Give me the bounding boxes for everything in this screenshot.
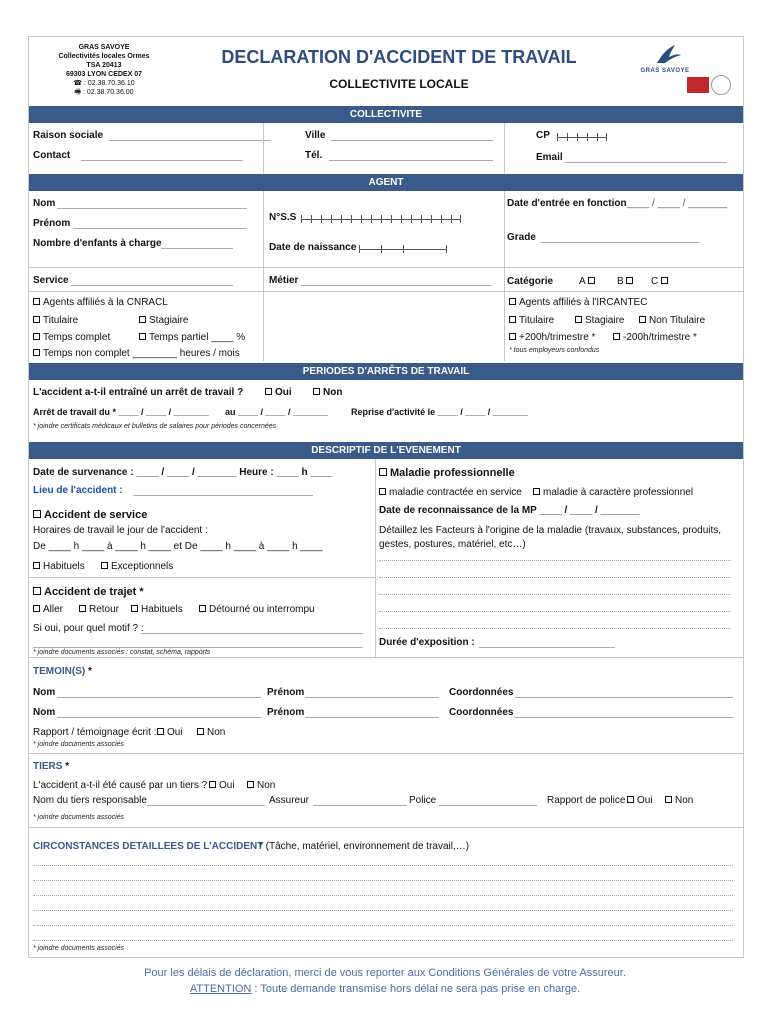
assureur-label: Assureur [269,795,310,806]
horaires-label: Horaires de travail le jour de l'accident : [33,525,208,536]
checkbox-icon [379,468,387,476]
habituels-label: Habituels [43,561,85,572]
circonstances-line[interactable] [33,865,733,866]
temoin2-prenom-field[interactable] [305,717,439,718]
checkbox-icon [627,796,634,803]
stagiaire2-label: Stagiaire [585,315,625,326]
caractere-label: maladie à caractère professionnel [543,487,694,498]
temoin2-coord-label: Coordonnées [449,707,514,718]
sender-address [49,43,159,97]
field-cp[interactable] [557,130,607,141]
checkbox-icon [626,277,633,284]
circonstances-detail: * (Tâche, matériel, environnement de travail,…) [259,841,470,852]
field-motif[interactable] [141,633,363,634]
cnracl-label: Agents affiliés à la CNRACL [43,297,168,308]
circonstances-line[interactable] [33,880,733,881]
titulaire-checkbox[interactable] [33,315,78,326]
circonstances-line[interactable] [33,895,733,896]
field-service[interactable] [71,285,233,286]
temps-complet-checkbox[interactable] [33,332,110,343]
band-descriptif: DESCRIPTIF DE L'EVENEMENT [29,442,743,459]
moins200-label: -200h/trimestre * [623,332,697,343]
cat-c-checkbox[interactable] [651,276,671,287]
field-raison-sociale[interactable] [109,140,271,141]
contractee-checkbox[interactable] [379,487,522,498]
sender-line: GRAS SAVOYE [78,44,130,51]
cat-b-checkbox[interactable] [617,276,636,287]
checkbox-icon [509,333,516,340]
tiers-question: L'accident a-t-il été causé par un tiers ? [33,780,208,791]
temoin1-nom-field[interactable] [57,697,261,698]
footer-attention: ATTENTION [189,983,252,995]
rapport-police-label: Rapport de police [547,795,626,806]
assureur-field[interactable] [313,805,407,806]
logo-text: GRAS SAVOYE [640,68,690,74]
accident-service-checkbox[interactable] [33,509,147,521]
reconnaissance[interactable]: Date de reconnaissance de la MP ____ / ____ / _______ [379,505,640,516]
checkbox-icon [33,316,40,323]
checkbox-icon [33,333,40,340]
label-enfants: Nombre d'enfants à charge [33,238,162,249]
circonstances-line[interactable] [33,925,733,926]
label-nss: N°S.S [269,212,297,223]
cat-b-label: B [617,276,624,287]
plus200-label: +200h/trimestre * [519,332,596,343]
footer-line-1: Pour les délais de déclaration, merci de vous reporter aux Conditions Générales de votre Assureur. [144,967,626,979]
bird-logo-icon [635,43,695,65]
checkbox-icon [101,562,108,569]
ircantec-checkbox[interactable] [509,297,647,308]
arret-au[interactable]: au ____ / ____ / _______ [225,407,329,417]
label-cp: CP [536,130,550,141]
label-date-entree: Date d'entrée en fonction [507,198,627,209]
arret-oui-label: Oui [275,387,292,398]
temoin1-prenom-field[interactable] [305,697,439,698]
habituels2-checkbox[interactable] [131,604,183,615]
facteurs-line[interactable] [379,628,731,629]
titulaire2-label: Titulaire [519,315,555,326]
facteurs-label-2: gestes, postures, matériel, etc…) [379,539,526,550]
arret-non-label: Non [323,387,343,398]
circonstances-note: * joindre documents associés [33,945,125,952]
facteurs-line[interactable] [379,611,731,612]
tiers-note: * joindre documents associés [33,814,125,821]
partner-logo [687,75,733,97]
plus200-checkbox[interactable] [509,332,595,343]
label-categorie: Catégorie [507,276,554,287]
field-nss[interactable] [301,212,461,223]
field-metier[interactable] [301,285,491,286]
temoin2-nom-label: Nom [33,707,56,718]
facteurs-label: Détaillez les Facteurs à l'origine de la maladie (travaux, substances, produits, [379,525,722,536]
agent-note: * tous employeurs confondus [509,347,600,354]
checkbox-icon [139,316,146,323]
stagiaire-label: Stagiaire [149,315,189,326]
arret-question: L'accident a-t-il entraîné un arrêt de travail ? [33,387,244,398]
checkbox-icon [33,349,40,356]
checkbox-icon [509,316,516,323]
nom-tiers-field[interactable] [147,805,265,806]
rapport-oui-label: Oui [167,727,183,738]
reprise[interactable]: Reprise d'activité le ____ / ____ / _______ [351,407,528,417]
tiers-oui-label: Oui [219,780,235,791]
tiers-title-text: TIERS [33,761,63,772]
circonstances-title: CIRCONSTANCES DETAILLEES DE L'ACCIDENT [33,841,264,852]
checkbox-icon [509,298,516,305]
arret-non-checkbox[interactable] [313,387,342,398]
aller-checkbox[interactable] [33,604,63,615]
temoins-title-text: TEMOIN(S) [33,666,86,677]
checkbox-icon [533,488,540,495]
checkbox-icon [79,605,86,612]
cat-a-checkbox[interactable] [579,276,598,287]
label-prenom: Prénom [33,218,71,229]
rapport-police-non-label: Non [675,795,694,806]
temps-complet-label: Temps complet [43,332,111,343]
label-metier: Métier [269,275,299,286]
exceptionnels-checkbox[interactable] [101,561,173,572]
form-title: DECLARATION D'ACCIDENT DE TRAVAIL [221,47,577,67]
detourne-checkbox[interactable] [199,604,315,615]
sender-line: 🖷 : 02.38.70.36.00 [74,89,134,96]
temoins-star: * [88,666,92,677]
band-periodes: PERIODES D'ARRÊTS DE TRAVAIL [29,363,743,380]
checkbox-icon [139,333,146,340]
cat-c-label: C [651,276,659,287]
facteurs-line[interactable] [379,577,731,578]
checkbox-icon [33,562,40,569]
checkbox-icon [613,333,620,340]
detourne-label: Détourné ou interrompu [209,604,315,615]
field-tel[interactable] [329,160,493,161]
checkbox-icon [131,605,138,612]
checkbox-icon [33,298,40,305]
maladie-checkbox[interactable] [379,467,515,479]
horaires-line[interactable]: De ____ h ____ à ____ h ____ et De ____ h ____ à ____ h ____ [33,541,323,552]
form-page [28,36,744,958]
field-grade[interactable] [541,242,699,243]
label-email: Email [536,152,563,163]
label-duree: Durée d'exposition : [379,637,475,648]
band-collectivite: COLLECTIVITE [29,106,743,123]
checkbox-icon [33,587,41,595]
field-duree[interactable] [479,647,615,648]
facteurs-line[interactable] [379,560,731,561]
accident-trajet-label: Accident de trajet * [44,586,144,598]
stagiaire2-checkbox[interactable] [575,315,624,326]
field-motif-2[interactable] [33,647,363,648]
label-grade: Grade [507,232,536,243]
date-survenance[interactable]: Date de survenance : ____ / ____ / _______ Heure : ____ h ____ [33,467,333,478]
gras-savoye-logo [635,43,695,73]
checkbox-icon [665,796,672,803]
checkbox-icon [209,781,216,788]
field-contact[interactable] [81,160,243,161]
periodes-note: * joindre certificats médicaux et bulletins de salaires pour périodes concernées [33,423,277,430]
sender-line: TSA 20413 [86,62,122,69]
caractere-checkbox[interactable] [533,487,693,498]
label-ville: Ville [305,130,326,141]
temps-non-complet-checkbox[interactable] [33,348,240,359]
temps-non-complet-label: Temps non complet ________ heures / mois [43,348,240,359]
checkbox-icon [33,510,41,518]
field-lieu[interactable] [133,495,313,496]
circonstances-line[interactable] [33,910,733,911]
field-nom[interactable] [57,208,247,209]
checkbox-icon [588,277,595,284]
titulaire2-checkbox[interactable] [509,315,554,326]
rapport-oui-checkbox[interactable] [157,727,183,738]
descriptif-note: * joindre documents associés : constat, schéma, rapports [33,649,211,656]
exceptionnels-label: Exceptionnels [111,561,174,572]
checkbox-icon [639,316,646,323]
temoins-title [33,666,92,677]
label-nom: Nom [33,198,56,209]
rapport-police-oui-checkbox[interactable] [627,795,653,806]
arret-oui-checkbox[interactable] [265,387,292,398]
sender-line: Collectivités locales Ormes [58,53,150,60]
checkbox-icon [197,728,204,735]
field-date-entree[interactable]: ____ / ____ / _______ [627,198,728,209]
contractee-label: maladie contractée en service [389,487,522,498]
titulaire-label: Titulaire [43,315,79,326]
checkbox-icon [33,605,40,612]
rapport-label: Rapport / témoignage écrit : [33,727,157,738]
cat-a-label: A [579,276,586,287]
temps-partiel-checkbox[interactable] [139,332,245,343]
tiers-non-checkbox[interactable] [247,780,275,791]
footer-line-2 [0,983,770,995]
footer-line-2-text: : Toute demande transmise hors délai ne sera pas prise en charge. [251,983,581,995]
facteurs-line[interactable] [379,594,731,595]
stagiaire-checkbox[interactable] [139,315,188,326]
label-naissance: Date de naissance [269,242,357,253]
tiers-star: * [65,761,70,772]
aller-label: Aller [43,604,64,615]
checkbox-icon [199,605,206,612]
non-titulaire-label: Non Titulaire [649,315,706,326]
rapport-non-checkbox[interactable] [197,727,225,738]
temoin2-coord-field[interactable] [515,717,733,718]
retour-label: Retour [89,604,120,615]
ircantec-label: Agents affiliés à l'IRCANTEC [519,297,648,308]
accident-service-label: Accident de service [44,509,148,521]
maladie-label: Maladie professionnelle [390,467,515,479]
checkbox-icon [379,488,386,495]
habituels-checkbox[interactable] [33,561,85,572]
temoin1-coord-field[interactable] [515,697,733,698]
label-lieu: Lieu de l'accident : [33,485,123,496]
label-tel: Tél. [305,150,323,161]
checkbox-icon [313,388,320,395]
police-field[interactable] [439,805,537,806]
temoin1-coord-label: Coordonnées [449,687,514,698]
arret-du[interactable]: Arrêt de travail du * ____ / ____ / _______ [33,407,209,417]
temoin1-nom-label: Nom [33,687,56,698]
temoin1-prenom-label: Prénom [267,687,305,698]
checkbox-icon [661,277,668,284]
form-subtitle: COLLECTIVITE LOCALE [329,77,469,91]
tiers-oui-checkbox[interactable] [209,780,235,791]
temps-partiel-label: Temps partiel ____ % [149,332,246,343]
sender-line: ☎ : 02.38.70.36.10 [73,80,135,87]
motif-label: Si oui, pour quel motif ? : [33,623,144,634]
nom-tiers-label: Nom du tiers responsable [33,795,147,806]
label-raison-sociale: Raison sociale [33,130,104,141]
rapport-police-oui-label: Oui [637,795,653,806]
accident-trajet-checkbox[interactable] [33,586,144,598]
rapport-non-label: Non [207,727,226,738]
tiers-title [33,761,69,772]
temoin2-prenom-label: Prénom [267,707,305,718]
checkbox-icon [247,781,254,788]
non-titulaire-checkbox[interactable] [639,315,705,326]
tiers-non-label: Non [257,780,276,791]
police-label: Police [409,795,437,806]
checkbox-icon [575,316,582,323]
band-agent: AGENT [29,174,743,191]
rapport-police-non-checkbox[interactable] [665,795,693,806]
field-ville[interactable] [331,140,493,141]
cnracl-checkbox[interactable] [33,297,168,308]
sender-line: 69303 LYON CEDEX 07 [65,71,142,78]
circonstances-line[interactable] [33,940,733,941]
checkbox-icon [157,728,164,735]
moins200-checkbox[interactable] [613,332,697,343]
field-prenom[interactable] [73,228,247,229]
field-enfants[interactable] [161,248,233,249]
field-email[interactable] [565,162,727,163]
temoins-note: * joindre documents associés [33,741,125,748]
retour-checkbox[interactable] [79,604,119,615]
checkbox-icon [265,388,272,395]
habituels2-label: Habituels [141,604,183,615]
label-service: Service [33,275,69,286]
field-naissance[interactable] [359,242,447,253]
temoin2-nom-field[interactable] [57,717,261,718]
label-contact: Contact [33,150,71,161]
